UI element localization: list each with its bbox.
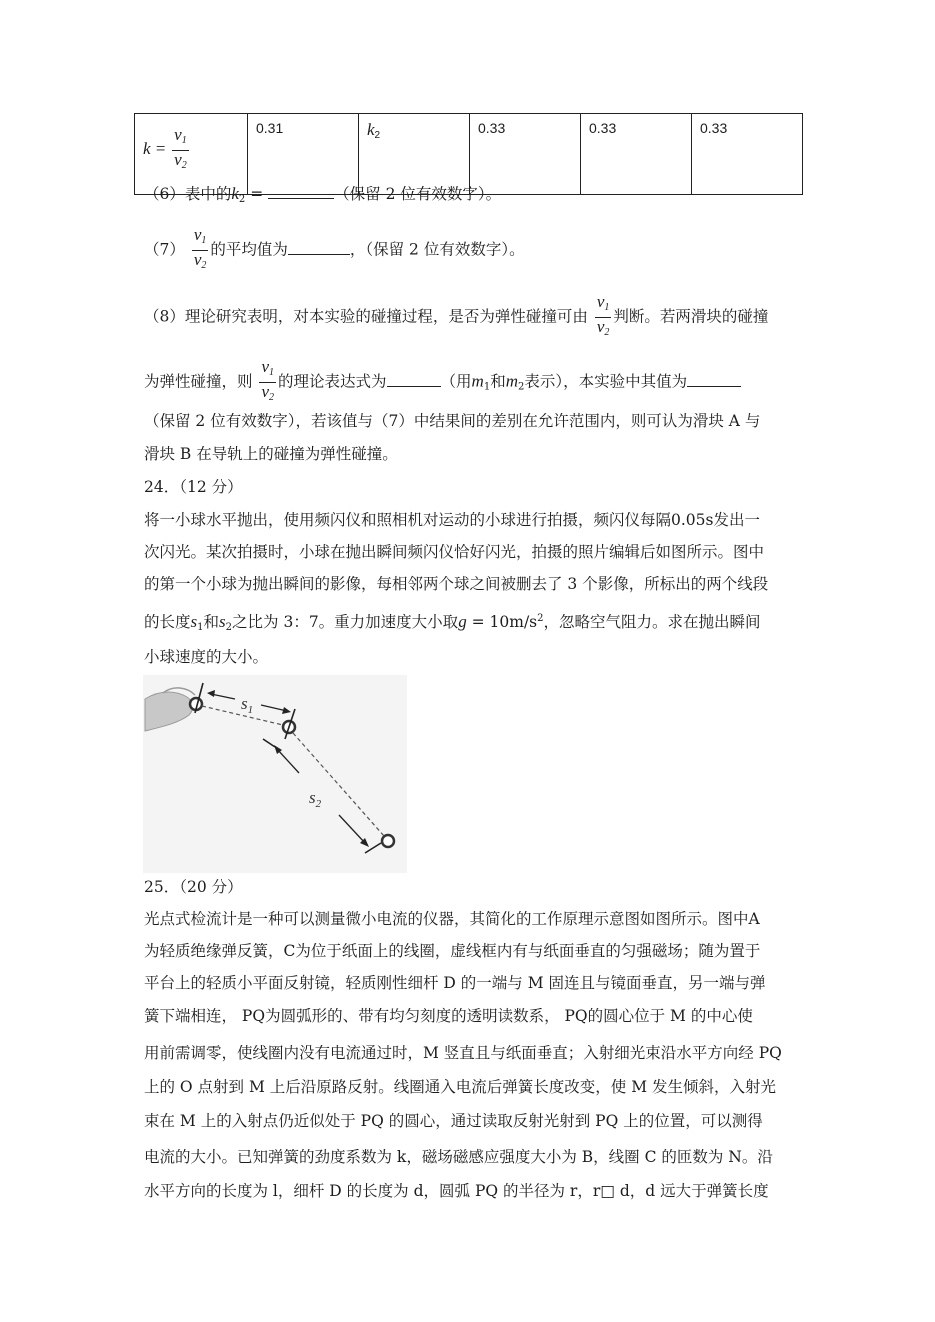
problem-25-text: 束在 M 上的入射点仍近似处于 PQ 的圆心，通过读取反射光射到 PQ 上的位置，可以测得 <box>144 1112 763 1130</box>
ball-3 <box>382 835 394 847</box>
k-label: k = <box>143 139 167 159</box>
problem-25-text: 为轻质绝缘弹反簧，C为位于纸面上的线圈，虚线框内有与纸面垂直的匀强磁场；随为置于 <box>144 942 761 960</box>
answer-blank <box>387 372 441 387</box>
problem-24-heading: 24．（12 分） <box>144 478 243 496</box>
table-cell: 0.31 <box>248 114 359 195</box>
problem-25-heading: 25．（20 分） <box>144 878 243 896</box>
problem-24-text: 小球速度的大小。 <box>144 648 269 666</box>
problem-25-text: 电流的大小。已知弹簧的劲度系数为 k，磁场磁感应强度大小为 B，线圈 C 的匝数为 N。沿 <box>144 1148 773 1166</box>
answer-blank <box>288 240 350 255</box>
problem-24-text: 将一小球水平抛出，使用频闪仪和照相机对运动的小球进行拍摄，频闪仪每隔0.05s发出一 <box>144 511 760 529</box>
v1-over-v2-fraction: $\frac{v_1}{v_2}$ <box>174 125 187 171</box>
question-8-line-1: （8）理论研究表明，对本实验的碰撞过程，是否为弹性碰撞可由 $\frac{v_1}{v_2}$ 判断。若两滑块的碰撞 <box>144 293 768 342</box>
problem-25-text: 上的 O 点射到 M 上后沿原路反射。线圈通入电流后弹簧长度改变，使 M 发生倾斜，入射光 <box>144 1078 777 1096</box>
s1-label: $s_1$ <box>241 694 254 716</box>
projectile-figure <box>143 675 407 873</box>
problem-25-text: 水平方向的长度为 l，细杆 D 的长度为 d，圆弧 PQ 的半径为 r，r□ d，d 远大于弹簧长度 <box>144 1182 769 1200</box>
problem-25-text: 簧下端相连， PQ为圆弧形的、带有均匀刻度的透明读数系， PQ的圆心位于 M 的中心使 <box>144 1007 753 1025</box>
v1-over-v2-fraction: $\frac{v_1}{v_2}$ <box>596 292 610 338</box>
v1-over-v2-fraction: $\frac{v_1}{v_2}$ <box>261 357 274 403</box>
table-cell-k2: $k_2$ <box>359 114 470 195</box>
table-cell: 0.33 <box>581 114 692 195</box>
table-cell: 0.33 <box>470 114 581 195</box>
question-8-line-3: （保留 2 位有效数字），若该值与（7）中结果间的差别在允许范围内，则可认为滑块 A 与 <box>144 412 761 430</box>
question-6: （6）表中的$k_2$ = （保留 2 位有效数字）。 <box>144 184 502 205</box>
problem-25-text: 用前需调零，使线圈内没有电流通过时，M 竖直且与纸面垂直；入射细光束沿水平方向经 PQ <box>144 1044 782 1062</box>
problem-24-text: 的长度$s_1$和$s_2$之比为 3：7。重力加速度大小取$g = 10m/s^2$，忽略空气阻力。求在抛出瞬间 <box>144 612 761 634</box>
question-7: （7） $\frac{v_1}{v_2}$ 的平均值为 ，（保留 2 位有效数字）。 <box>144 226 525 275</box>
question-8-line-2: 为弹性碰撞，则 $\frac{v_1}{v_2}$ 的理论表达式为 （用$m_1$和$m_2$表示），本实验中其值为 <box>144 358 741 407</box>
answer-blank <box>687 372 741 387</box>
problem-24-text: 的第一个小球为抛出瞬间的影像，每相邻两个球之间被删去了 3 个影像，所标出的两个线段 <box>144 575 769 593</box>
problem-24-text: 次闪光。某次拍摄时，小球在抛出瞬间频闪仪恰好闪光，拍摄的照片编辑后如图所示。图中 <box>144 543 765 561</box>
problem-25-text: 光点式检流计是一种可以测量微小电流的仪器，其简化的工作原理示意图如图所示。图中A <box>144 910 760 928</box>
s2-label: $s_2$ <box>309 788 322 810</box>
table-cell: 0.33 <box>692 114 803 195</box>
problem-25-text: 平台上的轻质小平面反射镜，轻质刚性细杆 D 的一端与 M 固连且与镜面垂直，另一端与弹 <box>144 974 766 992</box>
question-8-line-4: 滑块 B 在导轨上的碰撞为弹性碰撞。 <box>144 445 398 463</box>
answer-blank <box>268 184 334 199</box>
v1-over-v2-fraction: $\frac{v_1}{v_2}$ <box>193 225 207 271</box>
